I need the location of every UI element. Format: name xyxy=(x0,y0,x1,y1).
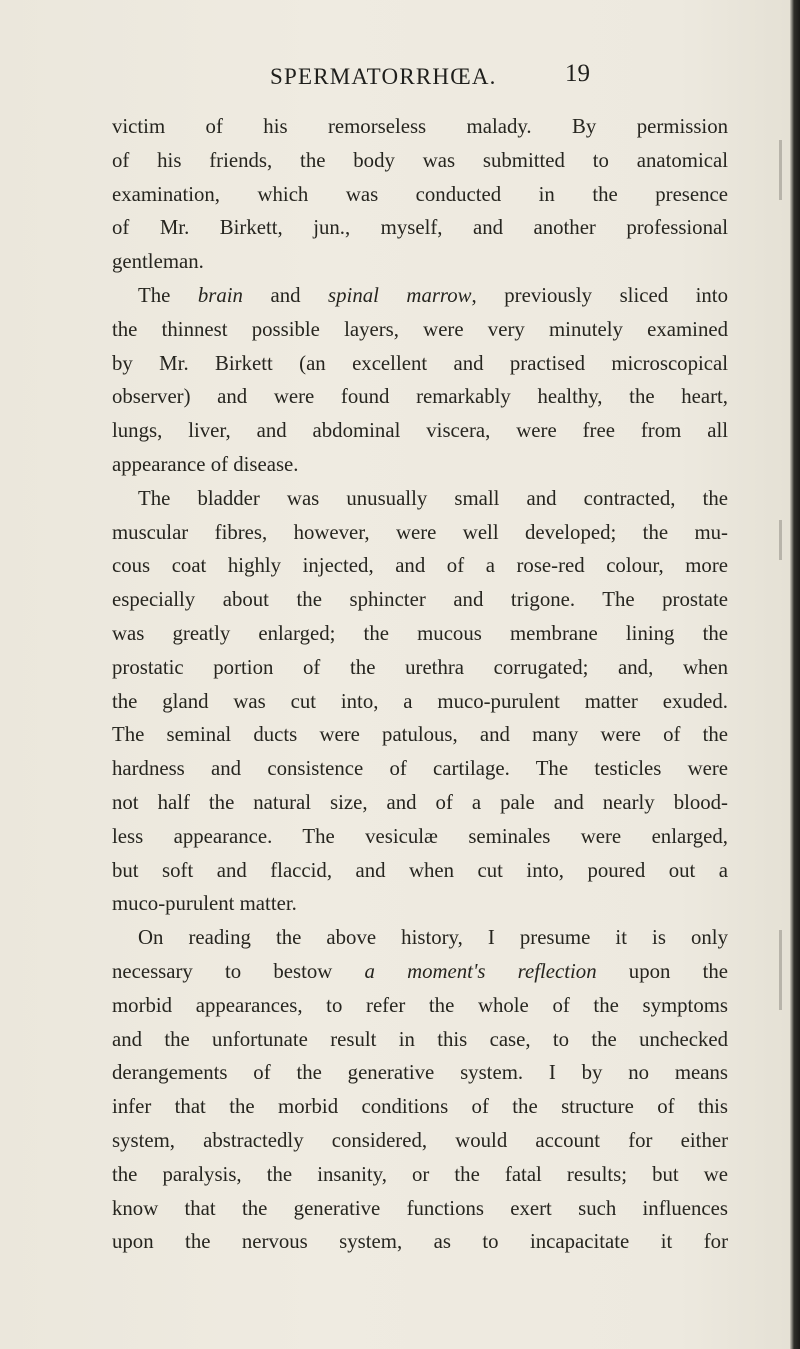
text-line: lungs, liver, and abdominal viscera, were free from all xyxy=(112,419,728,443)
text-line: hardness and consistence of cartilage. The testicles were xyxy=(112,757,728,781)
italic-phrase: brain xyxy=(197,283,243,307)
text-line: the thinnest possible layers, were very minutely examined xyxy=(112,317,728,341)
text-line: know that the generative functions exert such influences xyxy=(112,1196,728,1220)
page-edge-shadow xyxy=(779,140,782,200)
text-line: gentleman. xyxy=(112,250,204,274)
text-line: was greatly enlarged; the mucous membrane lining the xyxy=(112,621,728,645)
text-line: system, abstractedly considered, would account for either xyxy=(112,1128,728,1152)
running-title: SPERMATORRHŒA. xyxy=(270,64,497,89)
italic-phrase: spinal marrow xyxy=(328,283,472,307)
text-line: On reading the above history, I presume it is only xyxy=(138,926,728,950)
text-line: the gland was cut into, a muco-purulent matter exuded. xyxy=(112,689,728,713)
text-line: examination, which was conducted in the presence xyxy=(112,182,728,206)
text-line: prostatic portion of the urethra corrugated; and, when xyxy=(112,655,728,679)
text-line: cous coat highly injected, and of a rose-red colour, more xyxy=(112,554,728,578)
text-run: The xyxy=(138,283,198,307)
text-line: The bladder was unusually small and contracted, the xyxy=(138,486,728,510)
italic-phrase: a moment's reflection xyxy=(364,959,597,983)
text-line: upon the nervous system, as to incapacitate it for xyxy=(112,1230,728,1254)
text-line xyxy=(112,279,728,313)
page-number: 19 xyxy=(565,60,590,87)
text-line: especially about the sphincter and trigone. The prostate xyxy=(112,588,728,612)
text-run: upon the xyxy=(596,959,728,983)
text-line: not half the natural size, and of a pale and nearly blood- xyxy=(112,790,728,814)
page-edge-shadow xyxy=(779,930,782,1010)
page-edge-shadow xyxy=(779,520,782,560)
text-line: of Mr. Birkett, jun., myself, and another professional xyxy=(112,216,728,240)
text-line: muscular fibres, however, were well developed; the mu- xyxy=(112,520,728,544)
text-run: and xyxy=(242,283,329,307)
text-line: observer) and were found remarkably healthy, the heart, xyxy=(112,385,728,409)
page-header xyxy=(0,60,800,100)
text-line: and the unfortunate result in this case, to the unchecked xyxy=(112,1027,728,1051)
text-line: morbid appearances, to refer the whole of the symptoms xyxy=(112,993,728,1017)
text-line: infer that the morbid conditions of the structure of this xyxy=(112,1095,728,1119)
text-line: victim of his remorseless malady. By permission xyxy=(112,115,728,138)
text-line: less appearance. The vesiculæ seminales were enlarged, xyxy=(112,824,728,848)
text-line: the paralysis, the insanity, or the fatal results; but we xyxy=(112,1162,728,1186)
text-run: necessary to bestow xyxy=(112,959,365,983)
text-line: by Mr. Birkett (an excellent and practised microscopical xyxy=(112,351,728,375)
text-line: but soft and flaccid, and when cut into, poured out a xyxy=(112,858,728,882)
text-line xyxy=(112,955,728,989)
text-line: The seminal ducts were patulous, and many were of the xyxy=(112,723,728,747)
text-line: derangements of the generative system. I by no means xyxy=(112,1061,728,1085)
body-text xyxy=(112,110,728,1259)
page-edge xyxy=(790,0,800,1349)
text-run: , previously sliced into xyxy=(471,283,728,307)
text-line: muco-purulent matter. xyxy=(112,892,297,916)
text-line: of his friends, the body was submitted to anatomical xyxy=(112,148,728,172)
text-line: appearance of disease. xyxy=(112,452,299,476)
